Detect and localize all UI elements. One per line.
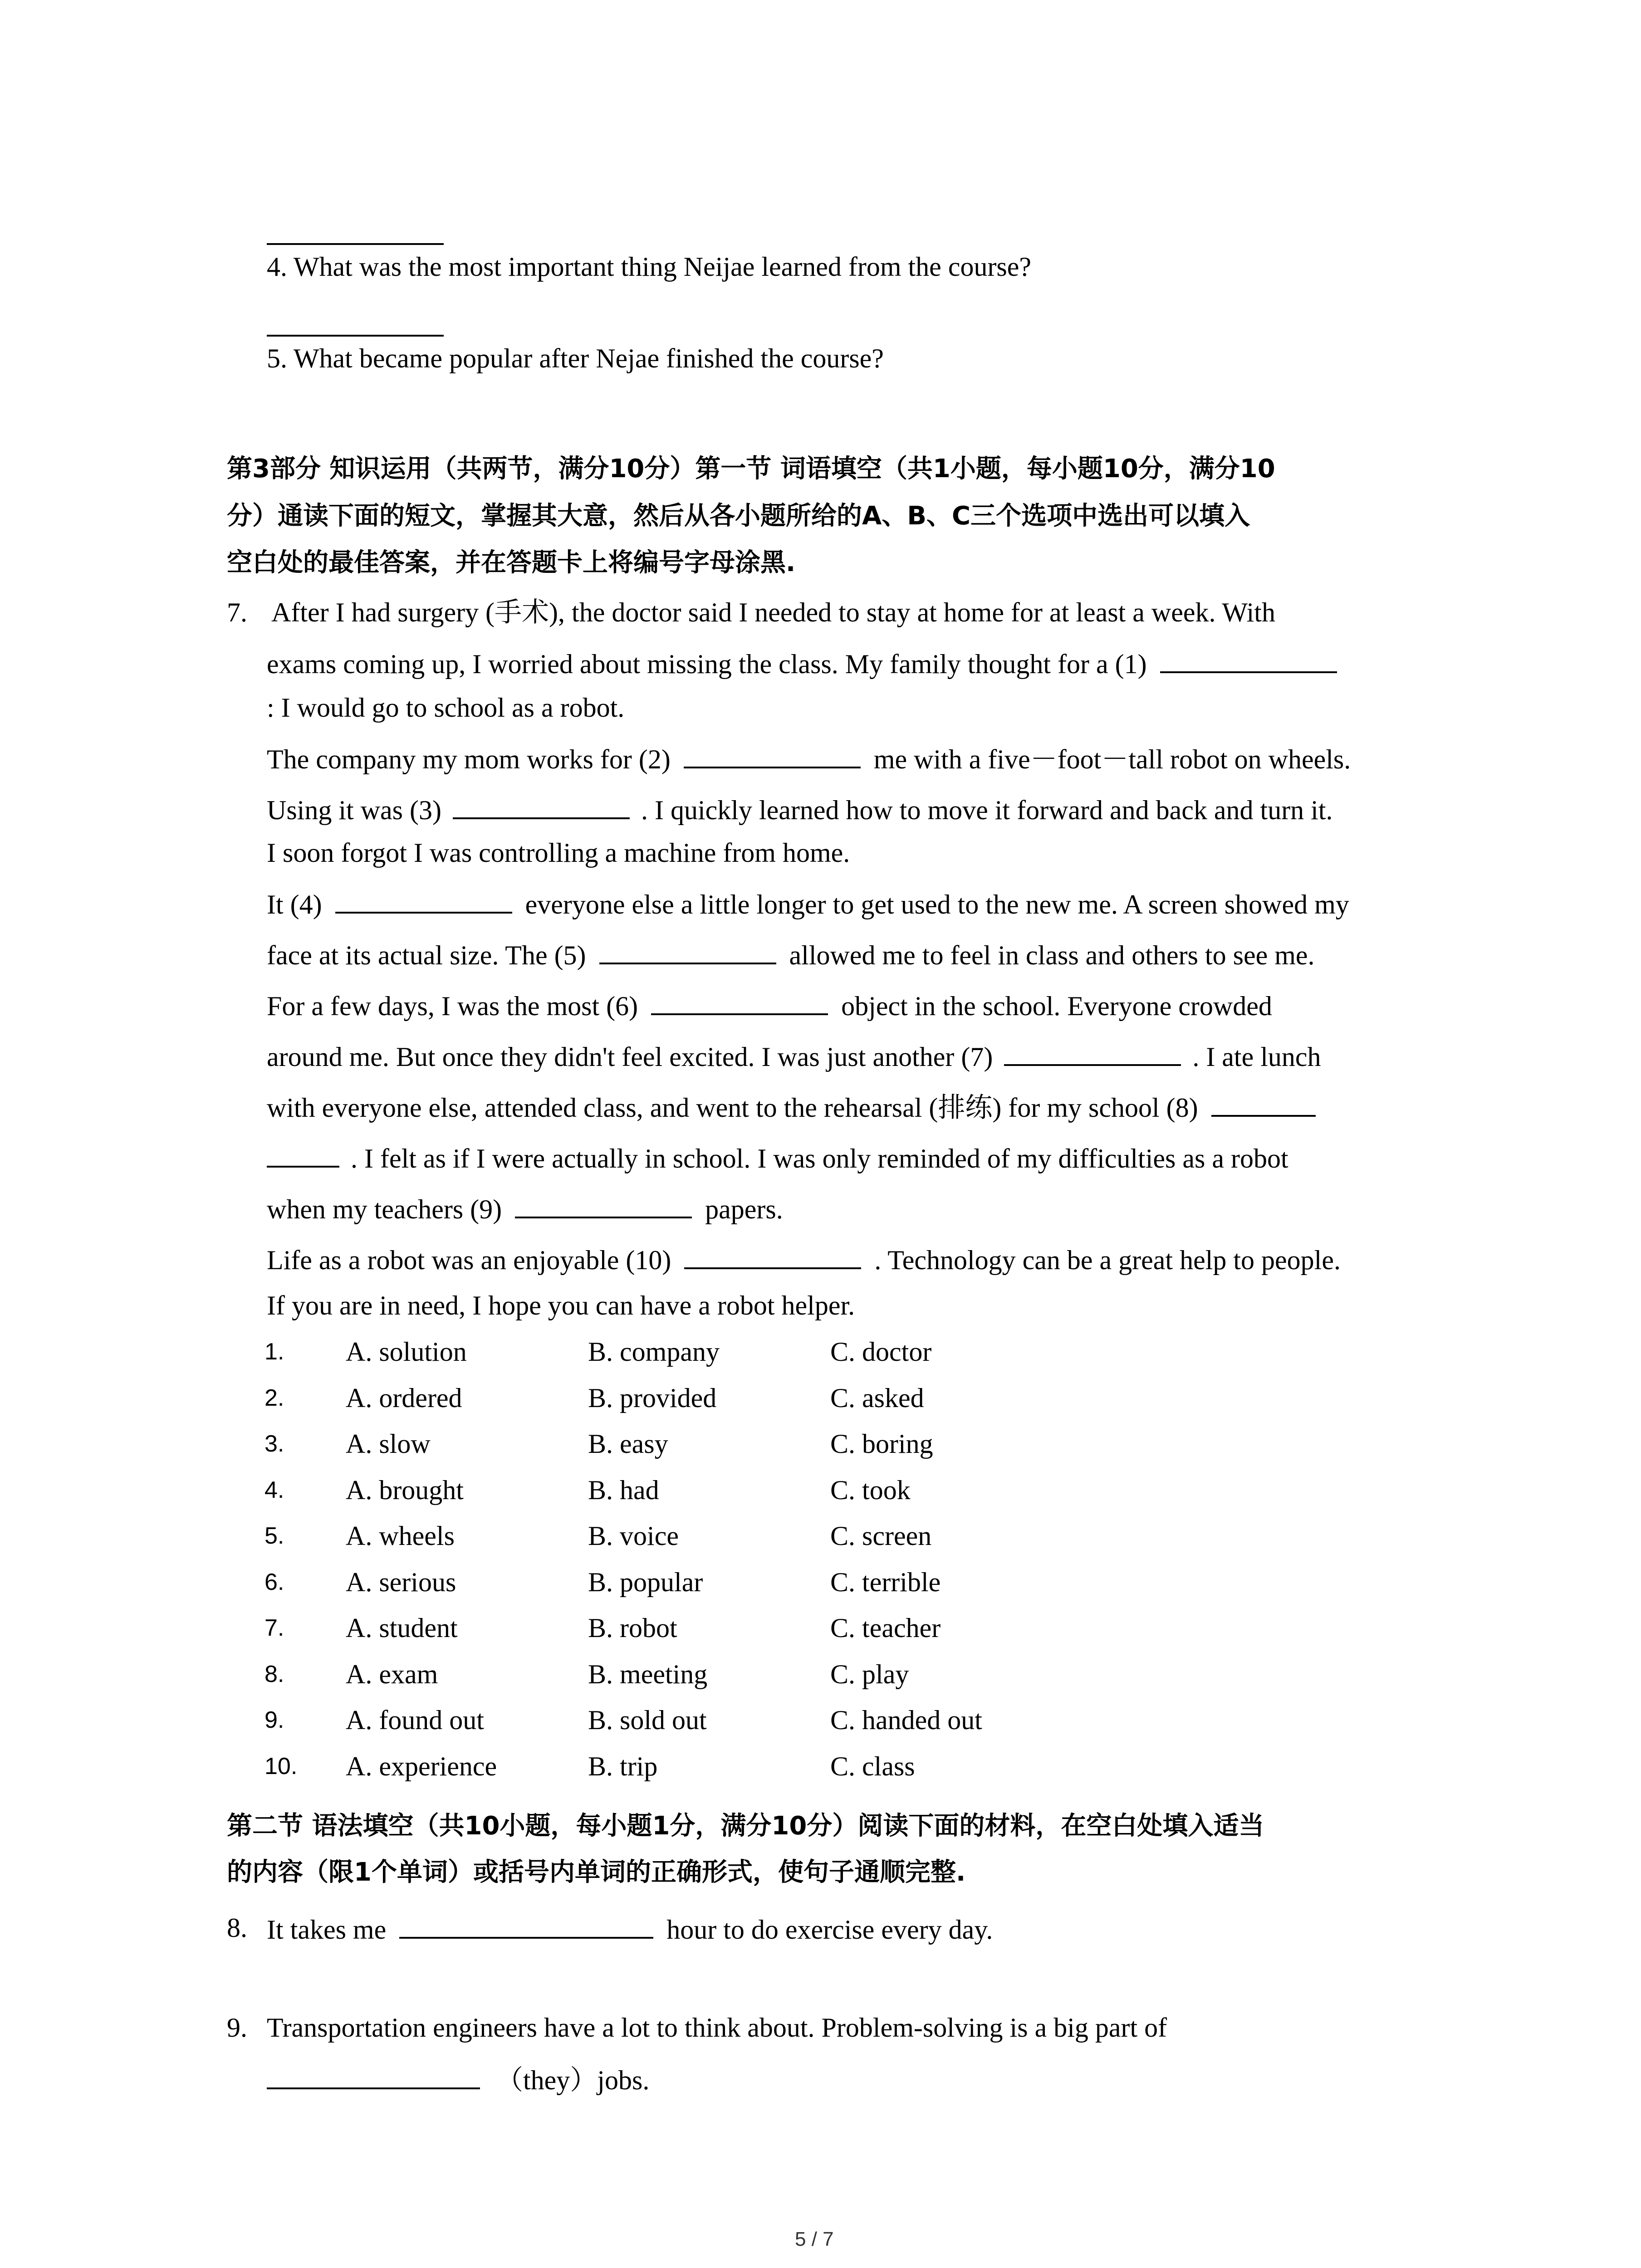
q7-line-8 <box>267 940 1315 969</box>
q7-line-10 <box>267 1041 1321 1070</box>
q7-line-10-text-a: around me. But once they didn't feel excited. I was just another (7) <box>267 1042 993 1072</box>
option-b[interactable]: B. sold out <box>588 1705 707 1735</box>
option-c[interactable]: C. screen <box>830 1521 932 1551</box>
q7-line-4-text-a: The company my mom works for (2) <box>267 744 671 774</box>
q7-line-2 <box>267 649 1337 678</box>
q7-line-11-text-a: with everyone else, attended class, and went to the rehearsal (排练) for my school (8) <box>267 1093 1198 1123</box>
blank-8-part2[interactable] <box>267 1143 339 1168</box>
part3-heading-line1: 第3部分 知识运用（共两节，满分10分）第一节 词语填空（共1小题，每小题10分，满分10 <box>227 454 1275 484</box>
q7-number: 7. <box>227 597 247 627</box>
blank-5[interactable] <box>599 940 776 964</box>
blank-9[interactable] <box>515 1194 692 1218</box>
q7-line-7-text-b: everyone else a little longer to get used to the new me. A screen showed my <box>525 890 1349 919</box>
option-row-number: 10. <box>265 1753 298 1779</box>
option-c[interactable]: C. handed out <box>830 1705 982 1735</box>
option-c[interactable]: C. class <box>830 1751 915 1781</box>
blank-8-part1[interactable] <box>1211 1092 1316 1117</box>
option-row-number: 6. <box>265 1569 284 1595</box>
q7-line-3: : I would go to school as a robot. <box>267 693 625 723</box>
blank-1[interactable] <box>1160 649 1337 673</box>
q7-line-15: If you are in need, I hope you can have a robot helper. <box>267 1290 855 1320</box>
q7-line-7 <box>267 889 1349 918</box>
option-b[interactable]: B. popular <box>588 1567 703 1597</box>
q7-line-14 <box>267 1245 1341 1274</box>
section2-heading-line1: 第二节 语法填空（共10小题，每小题1分，满分10分）阅读下面的材料，在空白处填入适当 <box>227 1811 1264 1841</box>
option-b[interactable]: B. company <box>588 1337 720 1367</box>
option-b[interactable]: B. meeting <box>588 1659 708 1689</box>
q8-blank[interactable] <box>399 1914 653 1939</box>
blank-7[interactable] <box>1004 1041 1181 1066</box>
q8-text-a: It takes me <box>267 1915 387 1945</box>
option-row-number: 3. <box>265 1431 284 1457</box>
page-number: 5 / 7 <box>795 2228 834 2250</box>
option-a[interactable]: A. exam <box>346 1659 438 1689</box>
q8-line <box>267 1914 993 1943</box>
q7-line-5-text-a: Using it was (3) <box>267 795 441 825</box>
q7-line-5-text-b: . I quickly learned how to move it forward and back and turn it. <box>641 795 1333 825</box>
option-row-number: 2. <box>265 1385 284 1411</box>
option-b[interactable]: B. easy <box>588 1429 668 1459</box>
option-row-number: 5. <box>265 1523 284 1549</box>
option-c[interactable]: C. boring <box>830 1429 933 1459</box>
option-a[interactable]: A. student <box>346 1613 458 1643</box>
q7-line-1: After I had surgery (手术), the doctor said I needed to stay at home for at least a week. With <box>271 597 1275 627</box>
q7-line-11 <box>267 1092 1316 1121</box>
q7-line-9-text-b: object in the school. Everyone crowded <box>841 991 1272 1021</box>
option-b[interactable]: B. robot <box>588 1613 677 1643</box>
q9-line-1: Transportation engineers have a lot to think about. Problem-solving is a big part of <box>267 2013 1167 2043</box>
option-a[interactable]: A. ordered <box>346 1383 462 1413</box>
option-a[interactable]: A. slow <box>346 1429 431 1459</box>
option-c[interactable]: C. play <box>830 1659 909 1689</box>
option-a[interactable]: A. experience <box>346 1751 497 1781</box>
blank-4[interactable] <box>335 889 512 914</box>
option-a[interactable]: A. wheels <box>346 1521 455 1551</box>
q7-line-13-text-b: papers. <box>705 1194 783 1224</box>
q7-line-2-text: exams coming up, I worried about missing the class. My family thought for a (1) <box>267 649 1147 679</box>
q9-number: 9. <box>227 2013 247 2043</box>
question-5: 5. What became popular after Nejae finished the course? <box>267 343 884 373</box>
option-b[interactable]: B. voice <box>588 1521 679 1551</box>
q7-line-7-text-a: It (4) <box>267 890 322 919</box>
q7-line-4 <box>267 744 1351 773</box>
q7-line-14-text-a: Life as a robot was an enjoyable (10) <box>267 1245 671 1275</box>
blank-6[interactable] <box>651 991 828 1015</box>
q7-line-13 <box>267 1194 783 1223</box>
q9-text-b: （they）jobs. <box>496 2065 650 2095</box>
q7-line-9 <box>267 991 1272 1020</box>
q7-line-6: I soon forgot I was controlling a machine from home. <box>267 838 850 868</box>
q9-line-2 <box>267 2065 649 2094</box>
option-c[interactable]: C. doctor <box>830 1337 932 1367</box>
option-a[interactable]: A. found out <box>346 1705 484 1735</box>
q7-line-8-text-b: allowed me to feel in class and others to see me. <box>789 940 1315 970</box>
q9-blank[interactable] <box>267 2065 480 2089</box>
q7-line-12 <box>267 1143 1288 1172</box>
q8-text-b: hour to do exercise every day. <box>666 1915 993 1945</box>
option-row-number: 7. <box>265 1615 284 1641</box>
part3-heading-line2: 分）通读下面的短文，掌握其大意，然后从各小题所给的A、B、C三个选项中选出可以填入 <box>227 501 1250 531</box>
q7-line-12-text: . I felt as if I were actually in school. I was only reminded of my difficulties as a robot <box>351 1144 1288 1173</box>
option-c[interactable]: C. terrible <box>830 1567 941 1597</box>
blank-3[interactable] <box>453 795 630 819</box>
option-b[interactable]: B. had <box>588 1475 659 1505</box>
q7-line-13-text-a: when my teachers (9) <box>267 1194 502 1224</box>
q8-number: 8. <box>227 1913 247 1943</box>
option-c[interactable]: C. asked <box>830 1383 924 1413</box>
blank-2[interactable] <box>684 744 861 768</box>
q7-line-4-text-b: me with a five－foot－tall robot on wheels. <box>873 744 1351 774</box>
option-row-number: 4. <box>265 1477 284 1503</box>
option-c[interactable]: C. teacher <box>830 1613 941 1643</box>
answer-line[interactable] <box>267 335 444 337</box>
section2-heading-line2: 的内容（限1个单词）或括号内单词的正确形式，使句子通顺完整. <box>227 1857 966 1887</box>
option-a[interactable]: A. brought <box>346 1475 464 1505</box>
option-a[interactable]: A. serious <box>346 1567 456 1597</box>
option-row-number: 1. <box>265 1339 284 1365</box>
blank-10[interactable] <box>684 1245 861 1269</box>
option-a[interactable]: A. solution <box>346 1337 467 1367</box>
part3-heading-line3: 空白处的最佳答案，并在答题卡上将编号字母涂黑. <box>227 548 796 577</box>
option-row-number: 9. <box>265 1707 284 1733</box>
q7-line-5 <box>267 795 1333 824</box>
question-4: 4. What was the most important thing Neijae learned from the course? <box>267 252 1032 282</box>
q7-line-10-text-b: . I ate lunch <box>1192 1042 1321 1072</box>
option-c[interactable]: C. took <box>830 1475 911 1505</box>
answer-line[interactable] <box>267 243 444 245</box>
q7-line-9-text-a: For a few days, I was the most (6) <box>267 991 638 1021</box>
option-b[interactable]: B. provided <box>588 1383 717 1413</box>
q7-line-8-text-a: face at its actual size. The (5) <box>267 940 586 970</box>
q7-line-14-text-b: . Technology can be a great help to people. <box>874 1245 1341 1275</box>
option-row-number: 8. <box>265 1661 284 1687</box>
option-b[interactable]: B. trip <box>588 1751 658 1781</box>
